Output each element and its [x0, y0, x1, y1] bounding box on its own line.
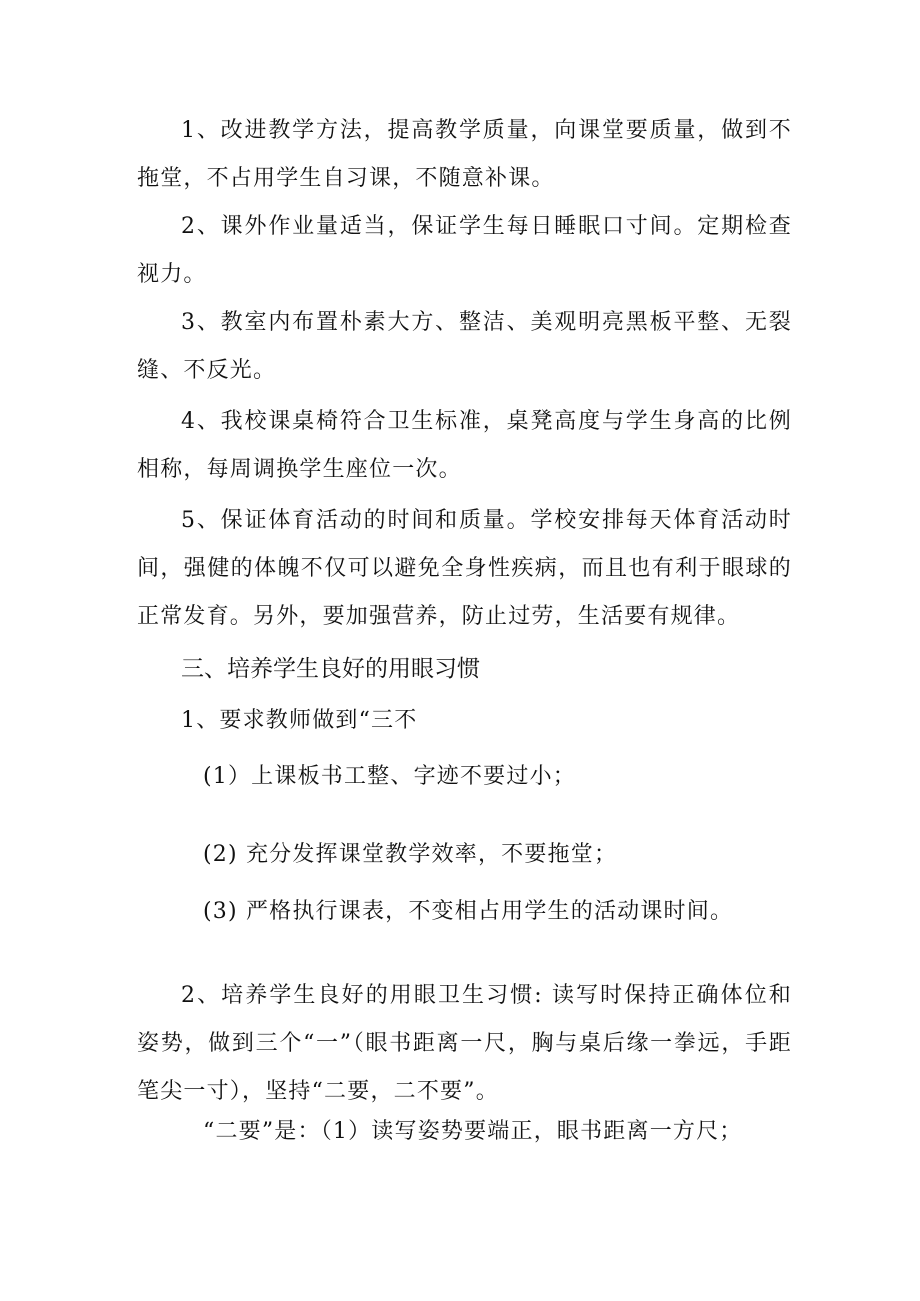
teacher-point-3: (3) 严格执行课表，不变相占用学生的活动课时间。: [203, 899, 734, 924]
item-1: 1、改进教学方法，提高教学质量，向课堂要质量，做到不拖堂，不占用学生自习课，不随意补课。: [137, 118, 792, 191]
teacher-point-2: (2) 充分发挥课堂教学效率，不要拖堂；: [203, 842, 618, 867]
two-musts-line: “二要”是：（1）读写姿势要端正，眼书距离一方尺；: [203, 1119, 743, 1144]
section-heading: 三、培养学生良好的用眼习惯: [181, 656, 480, 682]
habit-paragraph: 2、培养学生良好的用眼卫生习惯: 读写时保持正确体位和姿势，做到三个“一”（眼书距离一尺，胸与桌后缘一拳远，手距笔尖一寸），坚持“二要，二不要”。: [137, 983, 792, 1104]
item-4: 4、我校课桌椅符合卫生标准，桌凳高度与学生身高的比例相称，每周调换学生座位一次。: [137, 409, 792, 482]
item-3: 3、教室内布置朴素大方、整洁、美观明亮黑板平整、无裂缝、不反光。: [137, 310, 792, 383]
teacher-requirement: 1、要求教师做到“三不: [181, 708, 418, 733]
item-2: 2、课外作业量适当，保证学生每日睡眠口寸间。定期检查视力。: [137, 214, 792, 287]
teacher-point-1: (1）上课板书工整、字迹不要过小；: [203, 764, 576, 789]
item-5: 5、保证体育活动的时间和质量。学校安排每天体育活动时间，强健的体魄不仅可以避免全身性疾病，而且也有利于眼球的正常发育。另外，要加强营养，防止过劳，生活要有规律。: [137, 508, 792, 629]
